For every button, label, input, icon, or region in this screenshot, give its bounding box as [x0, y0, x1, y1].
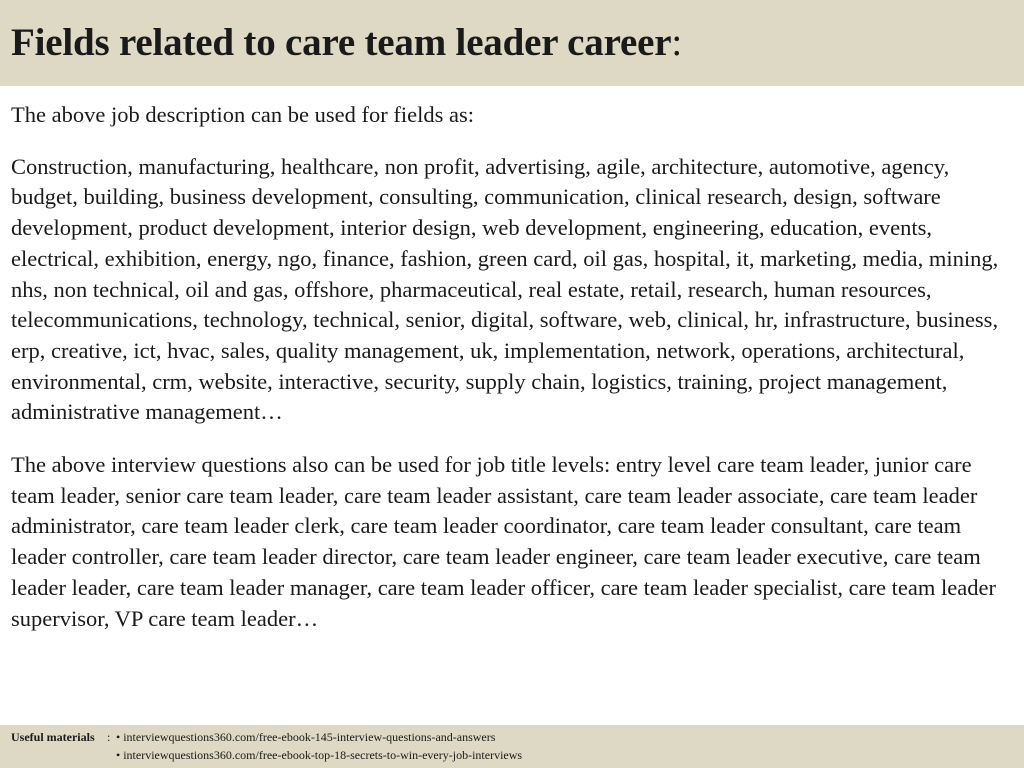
footer-label: Useful materials — [11, 730, 95, 744]
slide-title-colon: : — [671, 21, 682, 64]
slide-title-text: Fields related to care team leader career — [11, 21, 672, 64]
footer-label-colon: : — [107, 730, 111, 744]
footer-bar — [0, 725, 1024, 768]
footer-link-ebook-top-18[interactable]: • interviewquestions360.com/free-ebook-top-18-secrets-to-win-every-job-interviews — [116, 748, 523, 762]
job-levels-paragraph: The above interview questions also can be used for job title levels: entry level care team leader, junior care team leader, senior care team leader, care team leader assistant, care team leader associate, care team leader administrator, care team leader clerk, care team leader coordinator, care team leader consultant, care team leader controller, care team leader director, care team leader engineer, care team leader executive, care team leader leader, care team leader manager, care team leader officer, care team leader specialist, care team leader supervisor, VP care team leader… — [11, 452, 996, 631]
footer-link-ebook-145[interactable]: • interviewquestions360.com/free-ebook-145-interview-questions-and-answers — [116, 730, 496, 744]
fields-paragraph: Construction, manufacturing, healthcare, non profit, advertising, agile, architecture, automotive, agency, budget, building, business development, consulting, communication, clinical research, design, software development, product development, interior design, web development, engineering, education, events, electrical, exhibition, energy, ngo, finance, fashion, green card, oil gas, hospital, it, marketing, media, mining, nhs, non technical, oil and gas, offshore, pharmaceutical, real estate, retail, research, human resources, telecommunications, technology, technical, senior, digital, software, web, clinical, hr, infrastructure, business, erp, creative, ict, hvac, sales, quality management, uk, implementation, network, operations, architectural, environmental, crm, website, interactive, security, supply chain, logistics, training, project management, administrative management… — [11, 153, 999, 425]
slide-title — [11, 19, 682, 67]
slide-body — [11, 100, 1016, 634]
title-bar — [0, 0, 1024, 86]
intro-paragraph: The above job description can be used for fields as: — [11, 102, 474, 127]
